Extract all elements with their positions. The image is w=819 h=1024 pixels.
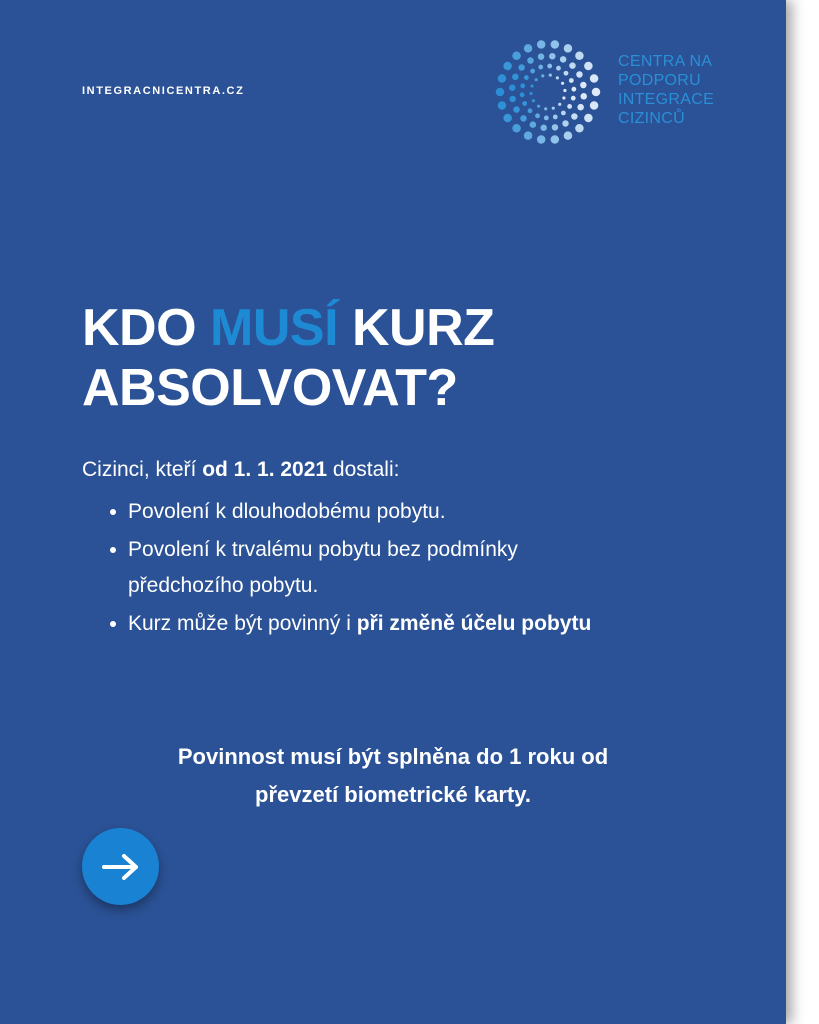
- logo-dot: [538, 53, 545, 60]
- list-item: [106, 606, 626, 642]
- logo-dot: [552, 107, 555, 110]
- logo-dot: [509, 96, 516, 103]
- logo-dot: [522, 101, 527, 106]
- logo-text: [618, 52, 714, 128]
- logo-dot: [564, 131, 573, 140]
- logo-dot: [509, 84, 516, 91]
- logo-dot: [503, 62, 512, 71]
- logo-dot: [518, 64, 525, 71]
- logo-dot: [537, 40, 546, 49]
- page-title: [82, 298, 494, 418]
- logo-dot: [530, 69, 535, 74]
- logo-dot: [524, 131, 533, 140]
- logo-dot: [549, 74, 552, 77]
- list-item: [106, 494, 626, 530]
- logo-dot: [537, 135, 546, 144]
- obligation-note: [40, 738, 746, 814]
- next-button[interactable]: [82, 828, 159, 905]
- title-line-1: [82, 298, 494, 358]
- logo-dot: [575, 51, 584, 60]
- logo-dot: [503, 114, 512, 123]
- logo-dot: [547, 64, 552, 69]
- logo-dot: [571, 87, 576, 92]
- list-item-text: Povolení k trvalému pobytu bez podmínky předchozího pobytu.: [128, 538, 518, 597]
- intro-pre: Cizinci, kteří: [82, 458, 203, 481]
- title-accent-word: MUSÍ: [210, 299, 339, 357]
- list-item: [106, 532, 626, 604]
- logo-dot: [544, 116, 549, 121]
- logo-dot: [530, 121, 537, 128]
- logo-dot: [532, 99, 535, 102]
- logo-dot: [528, 108, 533, 113]
- logo-dot: [530, 84, 533, 87]
- title-line-2: ABSOLVOVAT?: [82, 359, 458, 417]
- logo-dot: [549, 53, 556, 60]
- note-line-1: Povinnost musí být splněna do 1 roku od: [177, 744, 609, 769]
- intro-post: dostali:: [327, 458, 400, 481]
- logo-dot: [576, 71, 583, 78]
- logo-dot: [544, 107, 547, 110]
- logo-dot: [561, 82, 564, 85]
- logo-dot: [556, 66, 561, 71]
- logo-dot: [512, 51, 521, 60]
- intro-text: [82, 455, 399, 485]
- logo-line-3: INTEGRACE: [618, 91, 715, 108]
- logo-dot: [538, 65, 543, 70]
- logo-dot: [524, 75, 529, 80]
- logo-dot: [520, 92, 525, 97]
- title-word-3: KURZ: [351, 299, 495, 357]
- logo-dot: [558, 103, 561, 106]
- logo-dot: [590, 74, 599, 83]
- logo-dot: [498, 74, 507, 83]
- logo-dot: [529, 92, 532, 95]
- logo-dot: [512, 74, 519, 81]
- logo-dot: [512, 124, 521, 133]
- logo-dot: [535, 78, 538, 81]
- logo-dot: [584, 62, 593, 71]
- logo-dot: [513, 106, 520, 113]
- logo-line-1: CENTRA NA: [618, 53, 713, 70]
- logo-dot: [496, 88, 505, 97]
- logo-dot: [540, 124, 547, 130]
- list-item-text: Kurz může být povinný i: [128, 612, 357, 635]
- logo-icon: [492, 36, 604, 148]
- logo-dot: [575, 124, 584, 133]
- logo-dot: [569, 78, 574, 83]
- logo-dot: [564, 71, 569, 76]
- note-line-2: převzetí biometrické karty.: [255, 782, 531, 807]
- logo-line-2: PODPORU: [618, 72, 701, 89]
- logo-dot: [571, 96, 576, 101]
- list-item-bold: při změně účelu pobytu: [356, 612, 592, 635]
- intro-date: od 1. 1. 2021: [202, 458, 328, 481]
- arrow-right-icon: [101, 853, 141, 881]
- logo-dot: [524, 44, 533, 53]
- logo-dot: [571, 113, 578, 120]
- logo-dot: [561, 111, 566, 116]
- logo-dot: [527, 57, 534, 64]
- logo-dot: [562, 96, 565, 99]
- logo-dot: [556, 76, 559, 79]
- logo-dot: [580, 93, 587, 100]
- logo-dot: [541, 74, 544, 77]
- list-item-text: Povolení k dlouhodobému pobytu.: [128, 500, 446, 523]
- logo-dot: [498, 101, 507, 110]
- logo-dot: [520, 83, 525, 88]
- logo-dot: [551, 135, 560, 144]
- website-url: INTEGRACNICENTRA.CZ: [82, 85, 245, 97]
- logo-dot: [560, 56, 567, 63]
- logo-dot: [551, 40, 560, 49]
- logo-dot: [580, 82, 587, 89]
- logo-dot: [567, 104, 572, 109]
- logo-dot: [563, 89, 566, 92]
- logo-dot: [535, 113, 540, 118]
- logo-dot: [552, 124, 559, 131]
- bullet-list: [106, 494, 626, 644]
- title-word-1: KDO: [82, 299, 197, 357]
- logo-dot: [520, 115, 527, 122]
- logo-line-4: CIZINCŮ: [618, 110, 685, 127]
- logo-dot: [577, 104, 584, 111]
- logo-dot: [562, 120, 569, 127]
- logo-dot: [569, 62, 576, 69]
- logo-dot: [592, 88, 601, 97]
- logo-dot: [584, 114, 593, 123]
- logo-dot: [553, 115, 558, 120]
- logo-dot: [564, 44, 573, 53]
- logo-dot: [537, 105, 540, 108]
- logo-dot: [590, 101, 599, 110]
